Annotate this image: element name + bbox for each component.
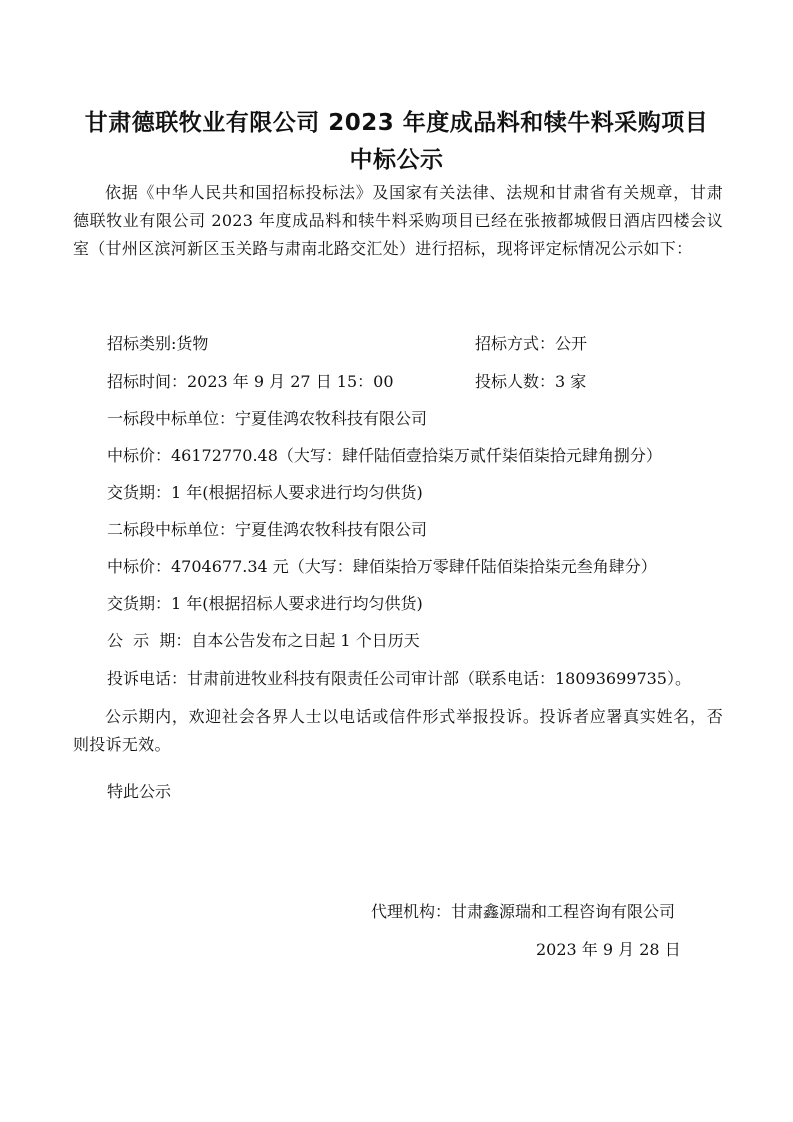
intro-paragraph: 依据《中华人民共和国招标投标法》及国家有关法律、法规和甘肃省有关规章，甘肃德联牧业有限公司 2023 年度成品料和犊牛料采购项目已经在张掖都城假日酒店四楼会议室（甘州区滨河新区玉关路与肃南北路交汇处）进行招标，现将评定标情况公示如下： (73, 183, 723, 259)
agency-signature: 代理机构：甘肃鑫源瑞和工程咨询有限公司 (371, 902, 676, 921)
closing-text: 特此公示 (107, 782, 172, 801)
bidder-count: 投标人数：3 家 (475, 372, 587, 391)
complaint-contact: 投诉电话：甘肃前进牧业科技有限责任公司审计部（联系电话：18093699735）。 (107, 669, 691, 688)
document-subtitle: 中标公示 (349, 147, 444, 173)
lot1-winner: 一标段中标单位：宁夏佳鸿农牧科技有限公司 (107, 409, 428, 428)
lot1-price: 中标价：46172770.48（大写：肆仟陆佰壹拾柒万贰仟柒佰柒拾元肆角捌分） (107, 446, 662, 465)
lot1-delivery: 交货期：1 年(根据招标人要求进行均匀供货) (107, 483, 423, 502)
lot2-price: 中标价：4704677.34 元（大写：肆佰柒拾万零肆仟陆佰柒拾柒元叁角肆分） (107, 557, 657, 576)
signature-date: 2023 年 9 月 28 日 (536, 940, 681, 959)
publicity-period: 公 示 期：自本公告发布之日起 1 个日历天 (107, 631, 420, 650)
lot2-delivery: 交货期：1 年(根据招标人要求进行均匀供货) (107, 594, 423, 613)
tender-time: 招标时间：2023 年 9 月 27 日 15：00 (107, 372, 394, 391)
tender-method: 招标方式：公开 (475, 334, 588, 353)
lot2-winner: 二标段中标单位：宁夏佳鸿农牧科技有限公司 (107, 520, 428, 539)
tender-category: 招标类别:货物 (107, 334, 209, 353)
complaint-notice: 公示期内，欢迎社会各界人士以电话或信件形式举报投诉。投诉者应署真实姓名，否则投诉无效。 (73, 707, 723, 755)
document-title: 甘肃德联牧业有限公司 2023 年度成品料和犊牛料采购项目 (84, 110, 709, 136)
